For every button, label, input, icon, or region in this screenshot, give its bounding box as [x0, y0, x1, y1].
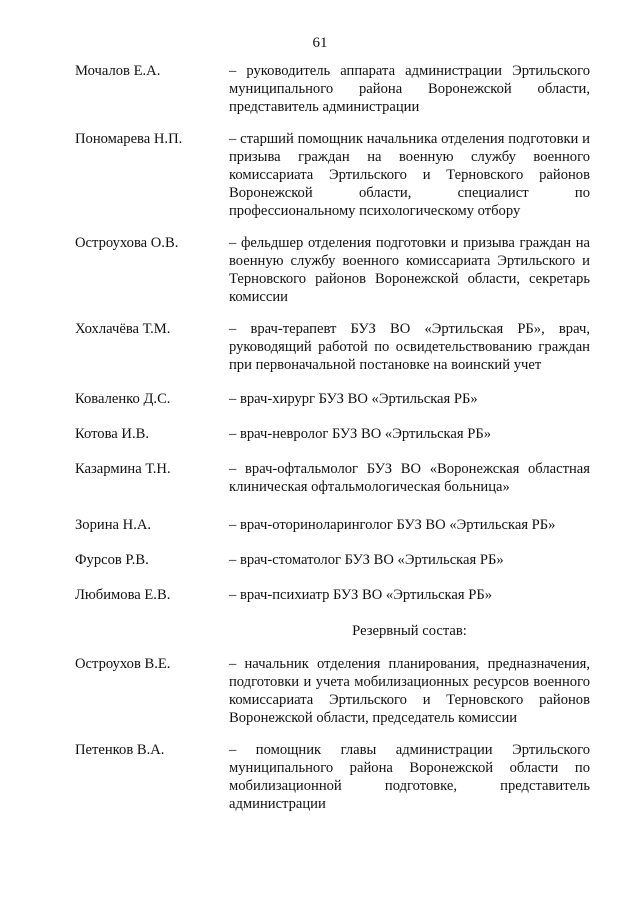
member-name: Любимова Е.В.	[75, 587, 171, 603]
member-role: – врач-психиатр БУЗ ВО «Эртильская РБ»	[229, 587, 493, 603]
member-name: Мочалов Е.А.	[75, 63, 161, 79]
member-role: – врач-невролог БУЗ ВО «Эртильская РБ»	[229, 426, 492, 442]
member-role: – врач-терапевт БУЗ ВО «Эртильская РБ», врач, руководящий работой по освидетельствованию граждан при первоначальной постановке на воинский учет	[229, 321, 590, 373]
page-number: 61	[312, 35, 328, 51]
member-role: – фельдшер отделения подготовки и призыва граждан на военную службу военного комиссариата Эртильского и Терновского районов Воронежской области, секретарь комиссии	[229, 235, 590, 305]
member-role: – руководитель аппарата администрации Эртильского муниципального района Воронежской области, представитель администрации	[229, 63, 590, 115]
member-role: – врач-оториноларинголог БУЗ ВО «Эртильская РБ»	[229, 517, 556, 533]
member-role: – старший помощник начальника отделения подготовки и призыва граждан на военную службу военного комиссариата Эртильского и Терновского районов Воронежской области, специалист по профессиональному психологическому отбору	[229, 131, 590, 219]
member-name: Коваленко Д.С.	[75, 391, 171, 407]
member-name: Остроухова О.В.	[75, 235, 179, 251]
member-name: Казармина Т.Н.	[75, 461, 171, 477]
member-name: Зорина Н.А.	[75, 517, 152, 533]
member-role: – врач-офтальмолог БУЗ ВО «Воронежская областная клиническая офтальмологическая больница»	[229, 461, 590, 495]
member-role: – начальник отделения планирования, предназначения, подготовки и учета мобилизационных ресурсов военного комиссариата Эртильского и Терновского районов Воронежской области, председатель комиссии	[229, 656, 590, 726]
member-name: Котова И.В.	[75, 426, 149, 442]
reserve-heading: Резервный состав:	[352, 623, 467, 639]
member-name: Петенков В.А.	[75, 742, 165, 758]
member-name: Остроухов В.Е.	[75, 656, 171, 672]
member-role: – врач-хирург БУЗ ВО «Эртильская РБ»	[229, 391, 478, 407]
member-role: – помощник главы администрации Эртильского муниципального района Воронежской области по мобилизационной подготовке, представитель администрации	[229, 742, 590, 812]
member-role: – врач-стоматолог БУЗ ВО «Эртильская РБ»	[229, 552, 504, 568]
member-name: Пономарева Н.П.	[75, 131, 183, 147]
member-name: Фурсов Р.В.	[75, 552, 149, 568]
member-name: Хохлачёва Т.М.	[75, 321, 171, 337]
